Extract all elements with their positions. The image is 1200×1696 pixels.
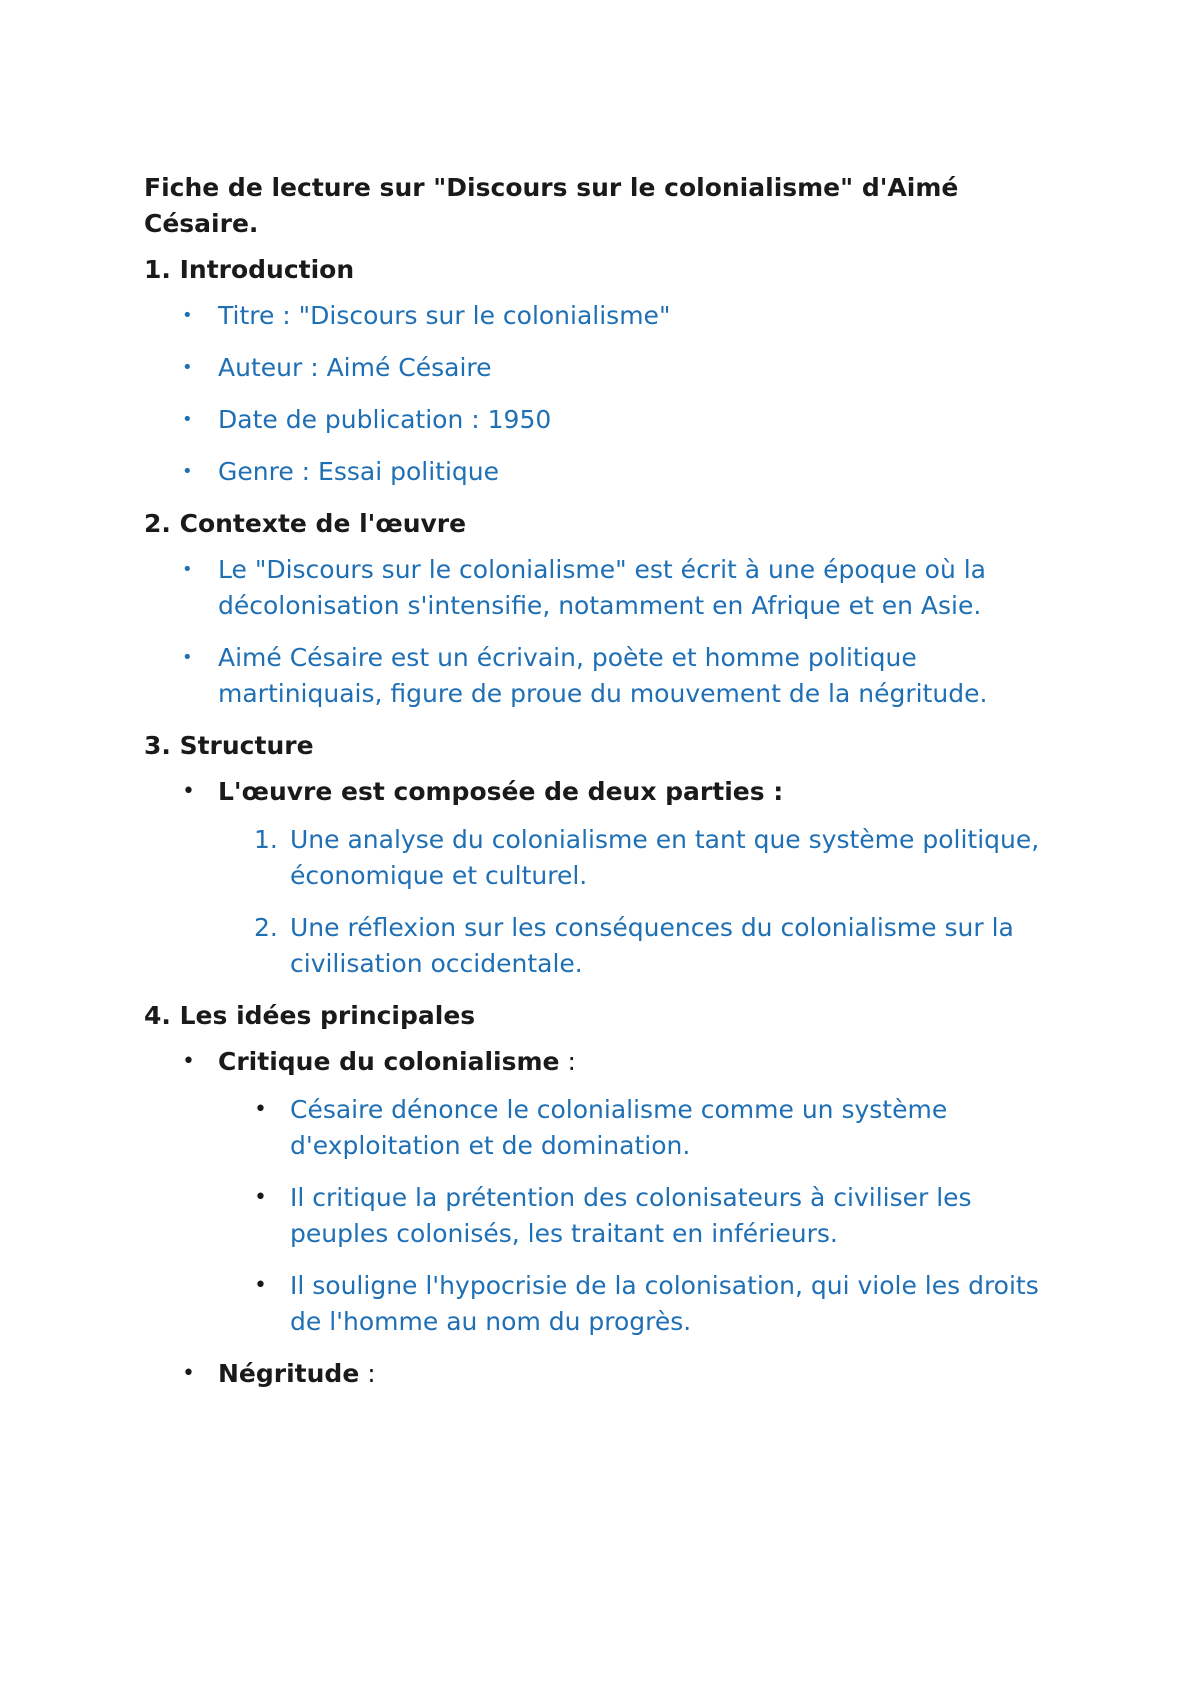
section-idees-principales	[144, 998, 1064, 1392]
list-item-text: Titre : "Discours sur le colonialisme"	[218, 301, 671, 330]
bullet-list	[182, 774, 1064, 982]
list-item	[182, 640, 1064, 712]
list-item-text: Genre : Essai politique	[218, 457, 499, 486]
list-item-text: Aimé Césaire est un écrivain, poète et homme politique martiniquais, figure de proue du mouvement de la négritude.	[218, 643, 988, 708]
sub-list-item-text: Il souligne l'hypocrisie de la colonisation, qui viole les droits de l'homme au nom du progrès.	[290, 1271, 1039, 1336]
sub-list-item	[254, 1092, 1064, 1164]
sub-list-item	[254, 1268, 1064, 1340]
section-heading: 3. Structure	[144, 731, 314, 760]
bullet-icon: •	[254, 1097, 267, 1122]
bullet-list	[182, 298, 1064, 490]
list-item-label: Critique du colonialisme	[218, 1047, 560, 1076]
sub-list-item-text: Césaire dénonce le colonialisme comme un système d'exploitation et de domination.	[290, 1095, 948, 1160]
list-item-suffix: :	[359, 1359, 376, 1388]
section-structure	[144, 728, 1064, 982]
numbered-item	[254, 910, 1064, 982]
list-item	[182, 774, 1064, 982]
list-item	[182, 454, 1064, 490]
sub-list-item	[254, 1180, 1064, 1252]
bullet-icon: •	[182, 1361, 195, 1386]
bullet-icon: •	[182, 409, 193, 430]
list-item	[182, 402, 1064, 438]
list-item-text: L'œuvre est composée de deux parties :	[218, 777, 784, 806]
bullet-icon: •	[182, 461, 193, 482]
bullet-icon: •	[182, 357, 193, 378]
list-item	[182, 1356, 1064, 1392]
list-item-text: Le "Discours sur le colonialisme" est écrit à une époque où la décolonisation s'intensifie, notamment en Afrique et en Asie.	[218, 555, 987, 620]
bullet-icon: •	[254, 1273, 267, 1298]
bullet-icon: •	[182, 1049, 195, 1074]
document-title: Fiche de lecture sur "Discours sur le colonialisme" d'Aimé Césaire.	[144, 173, 959, 238]
document-page	[144, 170, 1064, 1408]
section-heading: 4. Les idées principales	[144, 1001, 476, 1030]
list-item	[182, 350, 1064, 386]
list-item	[182, 298, 1064, 334]
numbered-item	[254, 822, 1064, 894]
sub-bullet-list	[254, 1092, 1064, 1340]
list-item	[182, 1044, 1064, 1340]
bullet-icon: •	[254, 1185, 267, 1210]
list-item-label: Négritude	[218, 1359, 360, 1388]
bullet-icon: •	[182, 647, 193, 668]
section-heading: 2. Contexte de l'œuvre	[144, 509, 467, 538]
numbered-item-text: Une réflexion sur les conséquences du colonialisme sur la civilisation occidentale.	[290, 913, 1014, 978]
bullet-icon: •	[182, 779, 195, 804]
list-item-text: Auteur : Aimé Césaire	[218, 353, 492, 382]
list-item-suffix: :	[559, 1047, 576, 1076]
item-number: 1.	[254, 825, 278, 854]
list-item-text: Date de publication : 1950	[218, 405, 552, 434]
numbered-item-text: Une analyse du colonialisme en tant que système politique, économique et culturel.	[290, 825, 1040, 890]
section-contexte	[144, 506, 1064, 712]
sub-list-item-text: Il critique la prétention des colonisateurs à civiliser les peuples colonisés, les traitant en inférieurs.	[290, 1183, 972, 1248]
bullet-list	[182, 552, 1064, 712]
section-introduction	[144, 252, 1064, 490]
bullet-list	[182, 1044, 1064, 1392]
numbered-list	[254, 822, 1064, 982]
bullet-icon: •	[182, 559, 193, 580]
section-heading: 1. Introduction	[144, 255, 355, 284]
item-number: 2.	[254, 913, 278, 942]
list-item	[182, 552, 1064, 624]
bullet-icon: •	[182, 305, 193, 326]
